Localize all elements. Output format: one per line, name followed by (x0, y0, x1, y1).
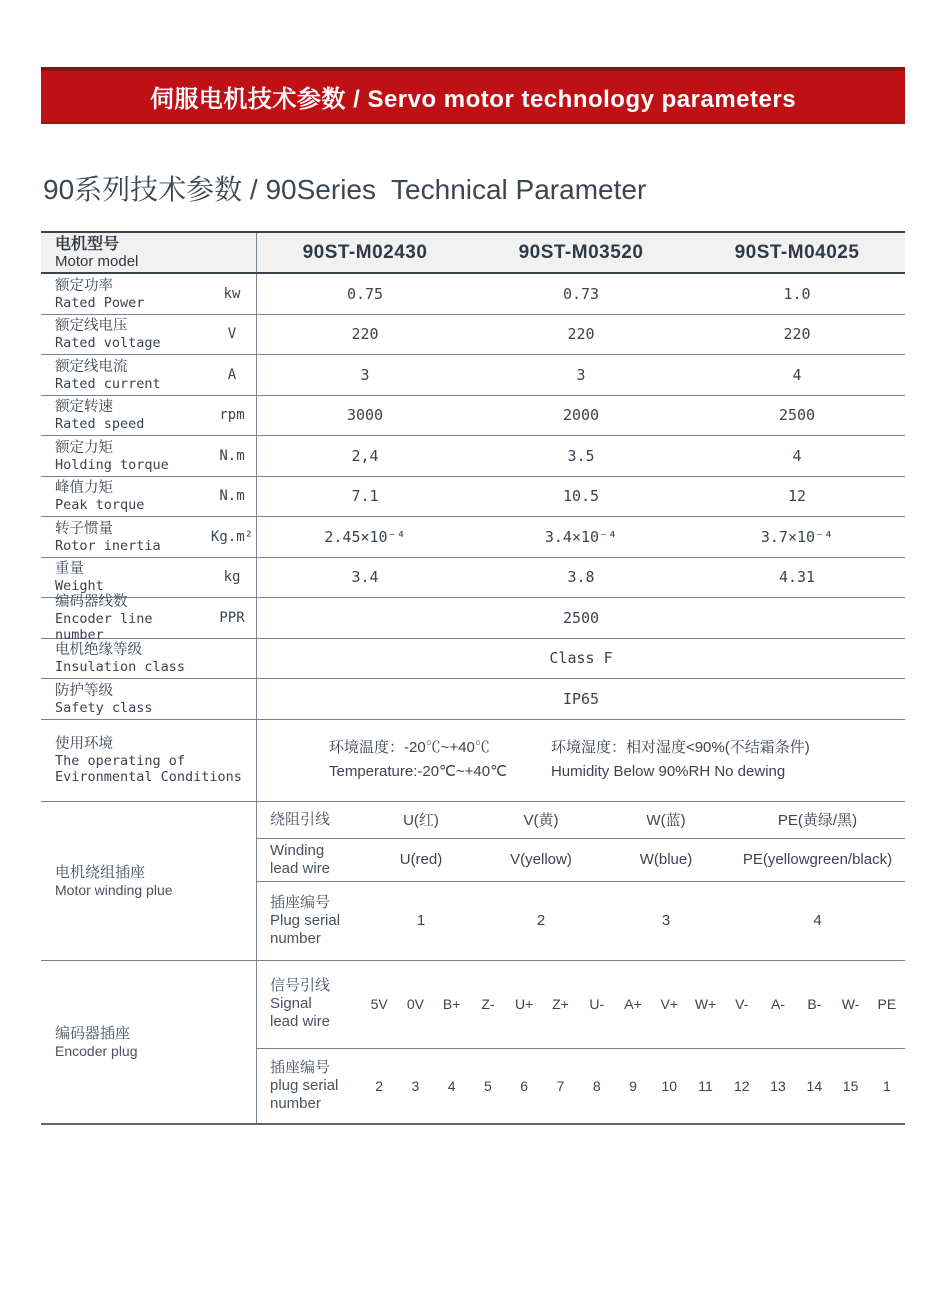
row-unit: PPR (219, 609, 245, 626)
cell-value: 3.7×10⁻⁴ (760, 527, 834, 546)
cell-value: 7.1 (351, 487, 379, 506)
row-label (41, 560, 208, 594)
encoder-plug-serial-label-zh: 插座编号 (270, 1058, 331, 1076)
row-label-en: Rotor inertia (55, 537, 161, 554)
plug-number: 2 (536, 912, 546, 929)
row-label-zh: 额定力矩 (55, 439, 113, 456)
cell-value: 3.4×10⁻⁴ (544, 527, 618, 546)
signal-value: 5V (370, 996, 388, 1012)
cell-value: 3000 (346, 406, 384, 425)
signal-value: 0V (406, 996, 424, 1012)
cell-value: 220 (351, 325, 379, 344)
plug-number: 11 (698, 1077, 713, 1094)
header-banner (41, 67, 905, 124)
row-label-zh: 防护等级 (55, 682, 113, 699)
cell-value: 1.0 (783, 284, 811, 303)
row-label (41, 682, 208, 716)
plug-number: 12 (734, 1077, 750, 1094)
encoder-section-label-cell (41, 961, 257, 1123)
cell-value: 3.4 (351, 568, 379, 587)
plug-number: 15 (842, 1077, 859, 1094)
signal-label (257, 977, 361, 1031)
row-label (41, 520, 208, 554)
row-label (41, 439, 208, 473)
plug-serial-label (257, 894, 361, 948)
row-label-cell (41, 558, 257, 598)
cell-value: 4.31 (778, 568, 816, 587)
row-label (41, 593, 208, 643)
model-column-header: 90ST-M04025 (734, 241, 860, 263)
row-label-cell (41, 477, 257, 517)
cell-value: 3 (360, 365, 370, 384)
signal-value: Z- (481, 996, 495, 1012)
cell-value: 0.75 (346, 284, 384, 303)
row-label-en: Holding torque (55, 456, 169, 473)
cell-value: 220 (567, 325, 595, 344)
motor-model-header-cell (41, 233, 257, 272)
signal-label-line: Signal (270, 995, 312, 1012)
row-label-cell (41, 679, 257, 719)
table-row-peak-torque (41, 477, 905, 518)
span-value: Class F (549, 649, 613, 668)
wire-value: U(红) (403, 812, 439, 829)
plug-number: 5 (484, 1077, 492, 1094)
cell-value: 4 (792, 446, 802, 465)
signal-label-zh: 信号引线 (270, 977, 331, 994)
winding-section (41, 802, 905, 961)
encoder-plug-serial-label-line: plug serial (270, 1076, 339, 1094)
encoder-rows (257, 961, 905, 1123)
row-label-en: Rated current (55, 375, 161, 392)
row-label-cell (41, 355, 257, 395)
signal-label-line: lead wire (270, 1013, 331, 1030)
encoder-label-en: Encoder plug (55, 1042, 138, 1059)
row-label-en: The operating of (55, 753, 186, 769)
row-unit: Kg.m² (210, 528, 254, 545)
winding-label-zh: 电机绕组插座 (55, 863, 146, 881)
row-label-zh: 转子惯量 (55, 520, 113, 537)
row-unit: N.m (219, 488, 245, 505)
model-column-header: 90ST-M03520 (518, 241, 644, 263)
signal-value: B+ (442, 996, 461, 1012)
row-label (41, 398, 208, 432)
row-label (41, 317, 208, 351)
signal-lead-wire-row (257, 961, 905, 1049)
wire-value: V(yellow) (510, 851, 572, 868)
table-row-rotor-inertia (41, 517, 905, 558)
motor-model-label (41, 236, 256, 270)
table-header-row (41, 233, 905, 274)
row-label-cell (41, 593, 257, 643)
cell-value: 3.8 (567, 568, 595, 587)
row-label (41, 479, 208, 513)
span-value: IP65 (562, 689, 600, 708)
env-humidity-en: Humidity Below 90%RH No dewing (550, 763, 786, 780)
plug-number: 14 (806, 1077, 823, 1094)
row-label-zh: 重量 (55, 561, 84, 578)
row-label-zh: 使用环境 (55, 736, 113, 752)
row-label-cell (41, 274, 257, 314)
wire-value: PE(yellowgreen/black) (742, 851, 893, 868)
lead-wire-label-line: lead wire (270, 859, 331, 877)
plug-number: 13 (770, 1077, 786, 1094)
plug-number: 10 (661, 1077, 678, 1094)
row-label-zh: 额定功率 (55, 277, 113, 294)
signal-value: Z+ (552, 996, 569, 1012)
row-label-cell (41, 639, 257, 679)
page-title: 90系列技术参数 / 90Series Technical Parameter (43, 174, 647, 205)
signal-value: PE (877, 996, 897, 1012)
row-label-en: Rated speed (55, 416, 145, 433)
cell-value: 3 (576, 365, 586, 384)
plug-serial-label-line: number (270, 929, 321, 947)
signal-value: V- (735, 996, 749, 1012)
winding-plug-serial-row (257, 882, 905, 960)
row-label-zh: 电机绝缘等级 (55, 642, 142, 659)
signal-value: W+ (694, 996, 717, 1012)
environment-values (257, 720, 905, 801)
plug-serial-label-line: Plug serial (270, 911, 341, 929)
env-temperature-en: Temperature:-20℃~+40℃ (329, 763, 507, 780)
table-row-insulation-class (41, 639, 905, 680)
plug-number: 2 (375, 1077, 384, 1094)
env-humidity-zh: 环境湿度：相对湿度<90%(不结霜条件) (550, 739, 810, 756)
row-label (41, 277, 208, 311)
wire-value: W(蓝) (646, 812, 686, 829)
plug-number: 4 (813, 912, 822, 929)
encoder-plug-serial-label (257, 1059, 361, 1113)
table-row-safety-class (41, 679, 905, 720)
row-label-en: Rated Power (55, 294, 145, 311)
winding-rows (257, 802, 905, 960)
signal-value: A- (771, 996, 786, 1012)
plug-serial-label-zh: 插座编号 (270, 893, 331, 911)
span-value: 2500 (562, 608, 600, 627)
lead-wire-row-zh (257, 802, 905, 839)
row-unit: kg (223, 569, 241, 586)
plug-number: 8 (592, 1077, 601, 1094)
row-label-cell (41, 315, 257, 355)
row-label-zh: 额定线电压 (55, 318, 128, 335)
row-label-cell (41, 436, 257, 476)
encoder-section-label (41, 1025, 256, 1059)
plug-number: 1 (416, 912, 426, 929)
row-label-en: Insulation class (55, 659, 186, 676)
cell-value: 2000 (562, 406, 600, 425)
row-label-zh: 峰值力矩 (55, 480, 113, 497)
signal-value: A+ (624, 996, 642, 1012)
cell-value: 2500 (778, 406, 816, 425)
table-row-holding-torque (41, 436, 905, 477)
table-row-environment (41, 720, 905, 802)
plug-number: 7 (556, 1077, 565, 1094)
plug-number: 9 (629, 1077, 637, 1094)
env-temperature-zh: 环境温度：-20℃~+40℃ (329, 739, 490, 756)
signal-value: U+ (515, 996, 534, 1012)
row-label (41, 641, 208, 675)
row-label-en: Safety class (55, 699, 153, 716)
table-row-rated-power (41, 274, 905, 315)
encoder-plug-serial-row (257, 1049, 905, 1123)
signal-value: B- (807, 996, 822, 1012)
row-unit: kw (223, 285, 241, 302)
plug-number: 3 (661, 912, 671, 929)
row-label-en: Rated voltage (55, 335, 161, 352)
table-row-rated-speed (41, 396, 905, 437)
wire-value: V(黄) (523, 812, 559, 829)
encoder-section (41, 961, 905, 1123)
plug-number: 4 (447, 1077, 456, 1094)
signal-value: W- (841, 996, 860, 1012)
row-unit: A (227, 366, 237, 383)
motor-model-label-en: Motor model (55, 252, 139, 270)
wire-value: PE(黄绿/黑) (777, 812, 858, 829)
wire-value: W(blue) (639, 851, 693, 868)
row-label-zh: 编码器线数 (55, 593, 128, 610)
cell-value: 10.5 (562, 487, 600, 506)
lead-wire-label-line: Winding (270, 841, 325, 859)
table-row-encoder-line-number (41, 593, 905, 643)
row-label (41, 735, 256, 785)
row-unit: rpm (219, 407, 245, 424)
row-unit: V (227, 326, 237, 343)
env-temperature (329, 736, 507, 784)
row-label-en: Encoder line number (55, 610, 153, 643)
row-label-zh: 额定转速 (55, 399, 113, 416)
winding-label-en: Motor winding plue (55, 881, 173, 898)
winding-section-label (41, 864, 256, 898)
cell-value: 0.73 (562, 284, 600, 303)
cell-value: 220 (783, 325, 811, 344)
lead-wire-label-en (257, 842, 361, 878)
model-column-header: 90ST-M02430 (302, 241, 428, 263)
row-label-cell (41, 720, 257, 801)
row-label-zh: 额定线电流 (55, 358, 128, 375)
banner-title: 伺服电机技术参数 / Servo motor technology parameters (149, 86, 797, 113)
row-label-cell (41, 517, 257, 557)
signal-value: U- (589, 996, 605, 1012)
lead-wire-label-zh: 绕阻引线 (270, 810, 331, 828)
cell-value: 4 (792, 365, 802, 384)
row-label (41, 358, 208, 392)
lead-wire-row-en (257, 839, 905, 882)
table-row-rated-current (41, 355, 905, 396)
encoder-plug-serial-label-line: number (270, 1094, 321, 1112)
row-unit: N.m (219, 447, 245, 464)
plug-number: 6 (520, 1077, 529, 1094)
wire-value: U(red) (399, 851, 443, 868)
row-label-cell (41, 396, 257, 436)
winding-section-label-cell (41, 802, 257, 960)
plug-number: 1 (882, 1077, 891, 1094)
row-label-en: Evironmental Conditions (55, 769, 242, 785)
cell-value: 2,4 (351, 446, 379, 465)
row-label-en: Peak torque (55, 497, 145, 514)
plug-number: 3 (411, 1077, 420, 1094)
parameters-table (41, 231, 905, 1125)
encoder-label-zh: 编码器插座 (55, 1024, 131, 1042)
table-row-rated-voltage (41, 315, 905, 356)
cell-value: 12 (787, 487, 807, 506)
motor-model-label-zh: 电机型号 (55, 235, 120, 253)
row-label-en: Weight (55, 578, 104, 595)
signal-value: V+ (660, 996, 679, 1012)
cell-value: 2.45×10⁻⁴ (324, 527, 406, 546)
cell-value: 3.5 (567, 446, 595, 465)
env-humidity (551, 736, 810, 784)
